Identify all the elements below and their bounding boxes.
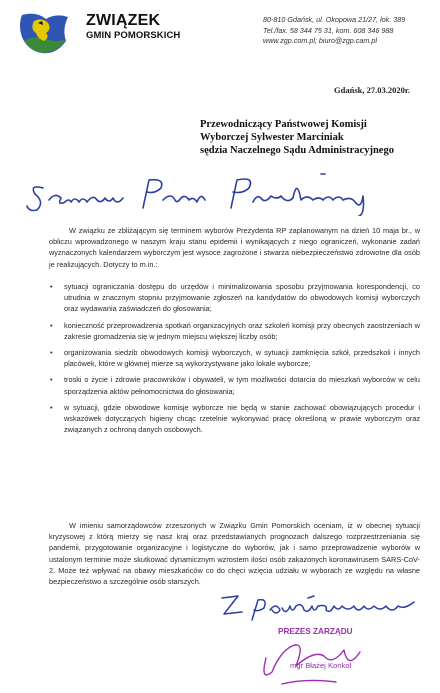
list-item-text: troski o życie i zdrowie pracowników i obywateli, w tym możliwości dotarcia do mieszkań wyborców w celu sporządzenia aktów pełnomocnictwa do głosowania; <box>64 375 420 396</box>
list-item-text: w sytuacji, gdzie obwodowe komisje wyborcze nie będą w stanie zachować obowiązujących procedur i wskazówek dotyczących higieny chcąc rzetelnie wykonywać pracę określoną w prawie wyborczym oraz związanych z ochroną danych osobowych. <box>64 402 420 435</box>
pomeranian-griffin-logo-icon <box>16 11 74 57</box>
organization-name-line1: ZWIĄZEK <box>86 12 161 29</box>
intro-paragraph <box>49 225 420 270</box>
closing-paragraph <box>49 520 420 587</box>
contact-web-email: www.zgp.com.pl; biuro@zgp.cam.pl <box>263 36 377 45</box>
letter-date: Gdańsk, 27.03.2020r. <box>334 85 410 95</box>
list-item <box>49 374 420 396</box>
stamp-title: PREZES ZARZĄDU <box>278 627 353 636</box>
list-item <box>49 402 420 436</box>
intro-text: W związku ze zbliżającym się terminem wyborów Prezydenta RP zaplanowanym na dzień 10 maja br., w obliczu wprowadzonego w naszym kraju stanu epidemii i wynikających z niego ograniczeń, wykonanie zadań wyznaczonych kalendarzem wyborczym jest wysoce zagrożone i stwarza niebezpieczeństwo zdrowotne dla osób je realizujących. Dotyczy to m.in.: <box>49 226 420 269</box>
bullet-icon: • <box>50 375 53 385</box>
official-stamp <box>236 622 386 692</box>
handwritten-regards <box>218 588 420 622</box>
bullet-icon: • <box>50 282 53 291</box>
recipient-line2: Wyborczej Sylwester Marciniak <box>200 132 344 144</box>
contact-info <box>263 15 405 47</box>
bullet-icon: • <box>50 402 53 412</box>
stamp-name: mgr Błażej Konkol <box>290 661 352 670</box>
bullet-icon: • <box>50 348 53 358</box>
recipient-block <box>200 118 394 158</box>
recipient-line3: sędzia Naczelnego Sądu Administracyjnego <box>200 145 394 157</box>
list-item-text: sytuacji ograniczania dostępu do urzędów i minimalizowania sposobu przyjmowania korespondencji, co utrudnia w znacznym stopniu przyjmowanie zgłoszeń na kandydatów do obwodowych komisji wyborczych oraz wydawania zaświadczeń do głosowania; <box>64 282 420 314</box>
bullet-icon: • <box>50 320 53 330</box>
organization-name <box>86 13 180 41</box>
list-item <box>49 281 420 315</box>
organization-name-line2: GMIN POMORSKICH <box>86 30 181 41</box>
recipient-line1: Przewodniczący Państwowej Komisji <box>200 119 367 130</box>
contact-address: 80-810 Gdańsk, ul. Okopowa 21/27, lok. 389 <box>263 15 406 24</box>
closing-text: W imieniu samorządowców zrzeszonych w Związku Gmin Pomorskich oceniam, iż w obecnej sytuacji kryzysowej z którą mierzy się nasz kraj oraz przedstawianych prognozach dalszego rozprzestrzeniania się pandemii, przygotowanie organizacyjne i logistyczne do wyborów, jak i samo przeprowadzenie wyborów w ustalonym terminie może skutkować dynamicznym wzrostem ilości osób zakażonych koronawirusem SARS-CoV-2. Może też wpływać na obawy mieszkańców co do chęci wzięcia udziału w wyborach ze względu na własne bezpieczeństwo a szczególnie osób starszych. <box>49 521 420 587</box>
list-item <box>49 320 420 342</box>
contact-phone: Tel./fax. 58 344 75 31, kom. 608 346 988 <box>263 25 394 35</box>
list-item-text: organizowania siedzib obwodowych komisji wyborczych, w sytuacji zamknięcia szkół, przedszkoli i innych placówek, które w głównej mierze są wykorzystywane jako lokale wyborcze; <box>64 348 420 369</box>
concerns-list <box>49 281 420 440</box>
handwritten-salutation <box>25 170 395 216</box>
list-item <box>49 347 420 369</box>
list-item-text: konieczność przeprowadzenia spotkań organizacyjnych oraz szkoleń komisji przy obecnych zaostrzeniach w zakresie gromadzenia się w jednym miejscu większej liczby osób; <box>64 320 420 341</box>
